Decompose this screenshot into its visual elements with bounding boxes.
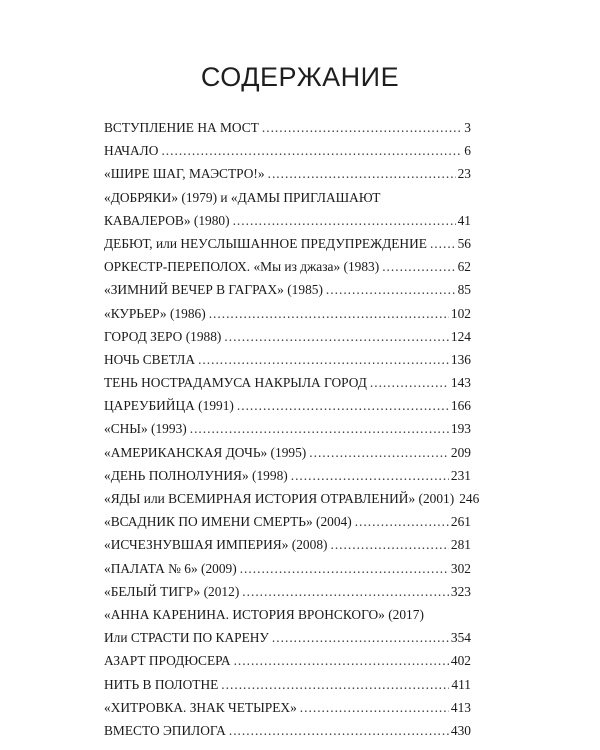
toc-entry-page: 85: [457, 282, 471, 298]
dot-leader: [234, 649, 449, 672]
toc-entry[interactable]: [104, 557, 471, 580]
toc-entry-page: 62: [457, 259, 471, 275]
toc-entry-page: 143: [450, 375, 471, 391]
toc-entry-page: 23: [457, 166, 471, 182]
toc-entry-page: 411: [451, 676, 471, 692]
toc-entry-title: «ЗИМНИЙ ВЕЧЕР В ГАГРАХ» (1985): [104, 282, 323, 298]
dot-leader: [229, 719, 449, 742]
toc-entry[interactable]: [104, 394, 471, 417]
toc-entry-page: 231: [450, 467, 471, 483]
toc-entry-page: 102: [450, 305, 471, 321]
toc-entry[interactable]: [104, 255, 471, 278]
dot-leader: [237, 394, 449, 417]
toc-entry[interactable]: [104, 417, 471, 440]
toc-entry-page: 6: [464, 143, 471, 159]
toc-entry-title: «СНЫ» (1993): [104, 421, 187, 437]
toc-entry[interactable]: [104, 162, 471, 185]
toc-entry-title: НОЧЬ СВЕТЛА: [104, 351, 196, 367]
toc-entry[interactable]: [104, 673, 471, 696]
toc-entry[interactable]: [104, 302, 471, 325]
toc-entry[interactable]: [104, 533, 471, 556]
toc-entry-page: 193: [450, 421, 471, 437]
dot-leader: [262, 116, 462, 139]
toc-entry-title: «АМЕРИКАНСКАЯ ДОЧЬ» (1995): [104, 444, 307, 460]
toc-entry[interactable]: [104, 278, 471, 301]
toc-entry-title: «ДОБРЯКИ» (1979) и «ДАМЫ ПРИГЛАШАЮТ: [104, 189, 381, 205]
toc-entry-title: «АННА КАРЕНИНА. ИСТОРИЯ ВРОНСКОГО» (2017): [104, 606, 424, 622]
dot-leader: [224, 325, 449, 348]
toc-entry-title: «ЯДЫ или ВСЕМИРНАЯ ИСТОРИЯ ОТРАВЛЕНИЙ» (2001): [104, 491, 455, 506]
toc-entry[interactable]: [104, 348, 471, 371]
toc-entry[interactable]: [104, 186, 471, 209]
toc-entry-page: 261: [450, 514, 471, 530]
dot-leader: [190, 417, 449, 440]
toc-entry-title: АЗАРТ ПРОДЮСЕРА: [104, 653, 231, 669]
dot-leader: [309, 441, 449, 464]
toc-entry-title: «КУРЬЕР» (1986): [104, 305, 206, 321]
toc-entry-title: «ВСАДНИК ПО ИМЕНИ СМЕРТЬ» (2004): [104, 514, 352, 530]
toc-entry-title: НАЧАЛО: [104, 143, 159, 159]
page-title: СОДЕРЖАНИЕ: [200, 62, 400, 92]
toc-entry[interactable]: [104, 232, 471, 255]
dot-leader: [291, 464, 449, 487]
dot-leader: [161, 139, 462, 162]
table-of-contents: [104, 116, 480, 742]
toc-entry-page: 402: [450, 653, 471, 669]
dot-leader: [198, 348, 449, 371]
toc-entry-title: «ПАЛАТА № 6» (2009): [104, 560, 237, 576]
dot-leader: [330, 533, 448, 556]
toc-entry[interactable]: [104, 116, 471, 139]
toc-entry-title: НИТЬ В ПОЛОТНЕ: [104, 676, 219, 692]
toc-entry-page: 209: [450, 444, 471, 460]
toc-entry-page: 136: [450, 351, 471, 367]
toc-entry-title: ДЕБЮТ, или НЕУСЛЫШАННОЕ ПРЕДУПРЕЖДЕНИЕ: [104, 235, 427, 251]
toc-entry[interactable]: [104, 139, 471, 162]
toc-entry-title: ТЕНЬ НОСТРАДАМУСА НАКРЫЛА ГОРОД: [104, 375, 367, 391]
dot-leader: [430, 232, 456, 255]
toc-entry-page: 430: [450, 722, 471, 738]
dot-leader: [209, 302, 449, 325]
toc-entry-title: ВМЕСТО ЭПИЛОГА: [104, 722, 226, 738]
toc-entry-page: 124: [450, 328, 471, 344]
toc-entry[interactable]: [104, 603, 471, 626]
dot-leader: [240, 557, 449, 580]
toc-entry[interactable]: [104, 580, 471, 603]
dot-leader: [268, 162, 456, 185]
dot-leader: [233, 209, 456, 232]
toc-entry[interactable]: [104, 487, 480, 510]
toc-entry-title: «БЕЛЫЙ ТИГР» (2012): [104, 583, 240, 599]
toc-entry[interactable]: [104, 719, 471, 742]
toc-entry-page: 41: [457, 212, 471, 228]
toc-entry-title: «ШИРЕ ШАГ, МАЭСТРО!»: [104, 166, 265, 182]
toc-entry-page: 354: [450, 630, 471, 646]
toc-entry-title: Или СТРАСТИ ПО КАРЕНУ: [104, 630, 269, 646]
toc-entry-page: 281: [450, 537, 471, 553]
dot-leader: [272, 626, 449, 649]
toc-entry[interactable]: [104, 209, 471, 232]
toc-entry-title: ГОРОД ЗЕРО (1988): [104, 328, 222, 344]
toc-entry-title: ОРКЕСТР-ПЕРЕПОЛОХ. «Мы из джаза» (1983): [104, 259, 380, 275]
toc-entry-title: «ХИТРОВКА. ЗНАК ЧЕТЫРЕХ»: [104, 699, 297, 715]
toc-entry[interactable]: [104, 371, 471, 394]
dot-leader: [382, 255, 455, 278]
dot-leader: [370, 371, 449, 394]
toc-entry-title: ЦАРЕУБИЙЦА (1991): [104, 398, 234, 414]
dot-leader: [355, 510, 449, 533]
dot-leader: [326, 278, 456, 301]
dot-leader: [242, 580, 449, 603]
toc-entry[interactable]: [104, 626, 471, 649]
dot-leader: [300, 696, 449, 719]
toc-entry[interactable]: [104, 696, 471, 719]
toc-entry-page: 246: [459, 491, 480, 506]
toc-entry-page: 56: [457, 235, 471, 251]
toc-entry-page: 166: [450, 398, 471, 414]
toc-entry[interactable]: [104, 649, 471, 672]
toc-entry-page: 3: [464, 120, 471, 135]
toc-entry-title: «ДЕНЬ ПОЛНОЛУНИЯ» (1998): [104, 467, 288, 483]
toc-entry-page: 323: [450, 583, 471, 599]
toc-entry[interactable]: [104, 464, 471, 487]
toc-entry-title: ВСТУПЛЕНИЕ НА МОСТ: [104, 120, 259, 135]
toc-entry[interactable]: [104, 325, 471, 348]
toc-entry-page: 413: [450, 699, 471, 715]
toc-entry-title: «ИСЧЕЗНУВШАЯ ИМПЕРИЯ» (2008): [104, 537, 328, 553]
dot-leader: [221, 673, 449, 696]
toc-entry-title: КАВАЛЕРОВ» (1980): [104, 212, 230, 228]
toc-entry[interactable]: [104, 441, 471, 464]
toc-entry-page: 302: [450, 560, 471, 576]
toc-entry[interactable]: [104, 510, 471, 533]
